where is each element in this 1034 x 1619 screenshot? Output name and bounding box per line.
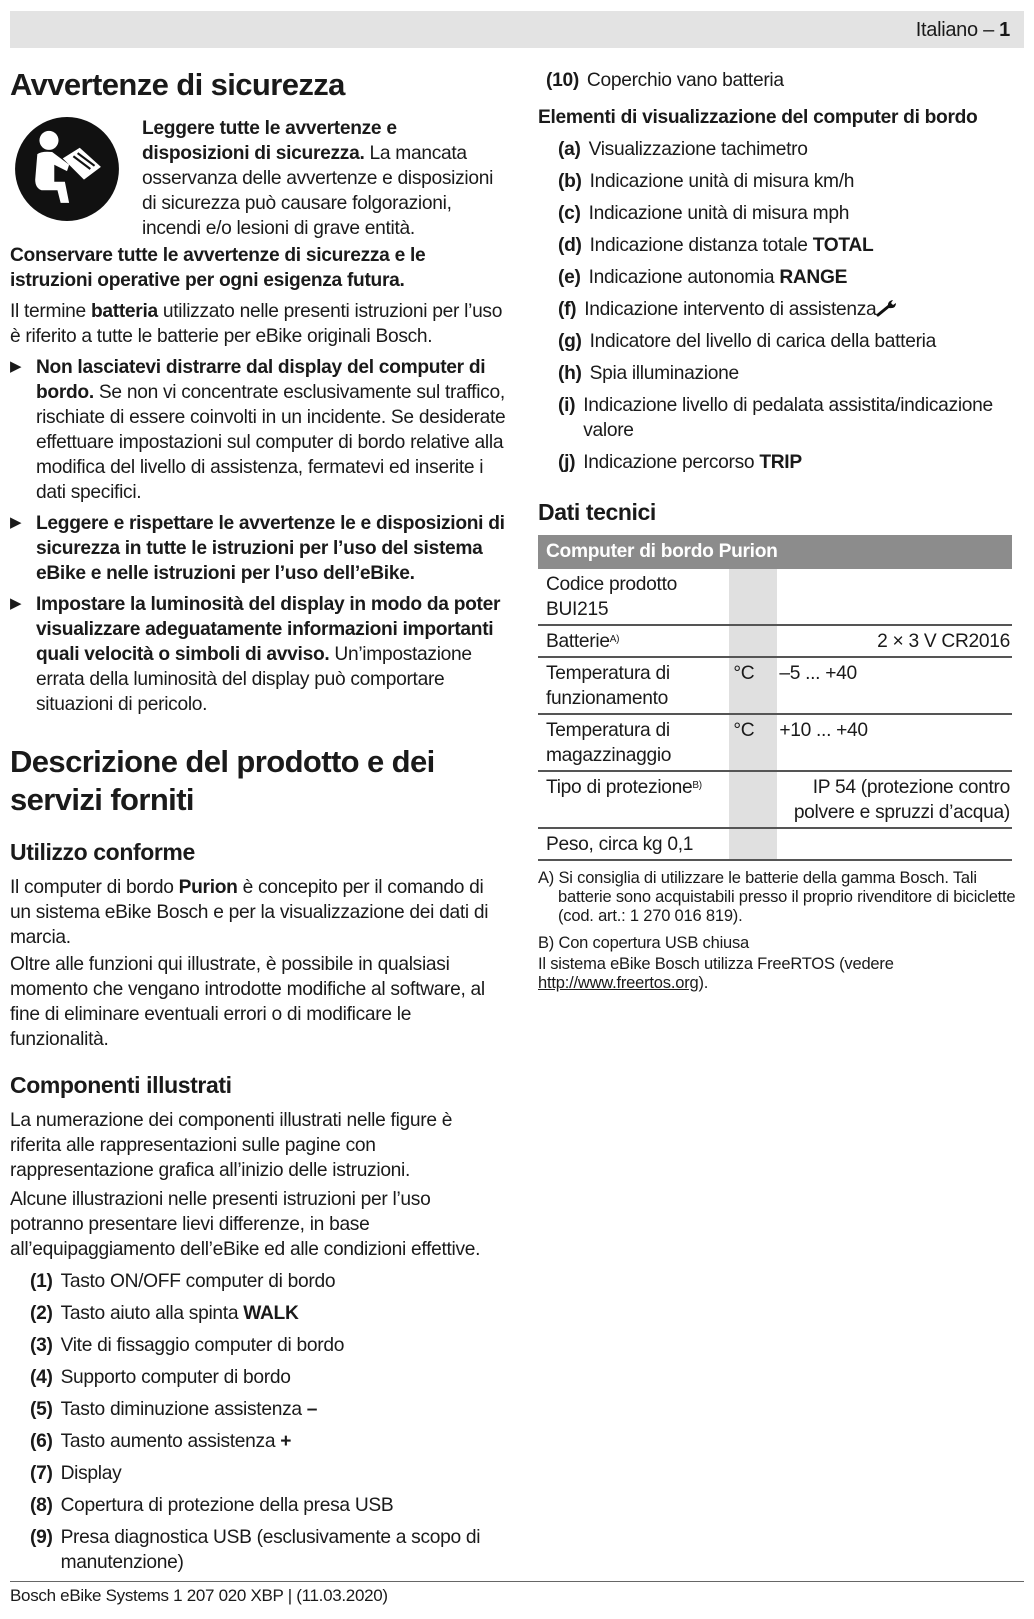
item-text [61,1525,506,1575]
safety-bullet [10,511,506,586]
item-text [61,1493,394,1518]
row-unit [729,771,777,828]
row-unit: kg [642,834,663,855]
read-instructions-detail: La mancata osservanza delle avvertenze e disposizioni di sicurezza può causare folgorazioni, incendi e/o lesioni di grave entità. [142,143,494,239]
row-label: Temperatura di funzionamento [538,657,729,714]
row-label-text: Codice prodotto [546,574,677,595]
page-separator: – [977,19,1000,41]
safety-bullet [10,592,506,717]
page-footer: Bosch eBike Systems 1 207 020 XBP | (11.03.2020) [10,1586,388,1605]
row-inline-value: BUI215 [546,599,609,620]
item-number: (5) [30,1399,53,1420]
read-instructions-text [142,116,506,241]
table-header: Computer di bordo Purion [538,535,1012,569]
freertos-pre: Il sistema eBike Bosch utilizza FreeRTOS (vedere [538,955,894,973]
table-row [538,625,1012,657]
list-item [558,361,1024,386]
intended-use-title: Utilizzo conforme [10,839,195,865]
item-label: Tasto ON/OFF computer di bordo [60,1271,336,1292]
item-label: Indicazione unità di misura km/h [589,171,855,192]
read-instructions-bold: Leggere tutte le avvertenze e disposizioni di sicurezza. [142,118,397,164]
item-text [583,450,802,475]
list-item [30,1301,506,1326]
list-item [558,265,1024,290]
list-item [30,1461,506,1486]
purion-bold: Purion [178,877,238,898]
right-column [538,68,1024,993]
tech-data-title: Dati tecnici [538,499,656,525]
intended-use-paragraph [10,875,506,950]
item-text [61,1397,318,1422]
item-number: (e) [558,267,581,288]
safety-bullet-text [36,511,506,586]
item-text [584,297,898,322]
display-elements-list [558,137,1024,475]
item-label: Supporto computer di bordo [60,1367,291,1388]
item-bold: – [306,1399,318,1420]
row-label: Temperatura di magazzinaggio [538,714,729,771]
safety-bullet [10,355,506,505]
battery-term-pre: Il termine [10,301,91,322]
row-label [538,569,729,625]
item-label: Indicazione autonomia [588,267,780,288]
list-item [558,393,1024,443]
display-elements-title: Elementi di visualizzazione del computer di bordo [538,107,978,128]
row-label [538,771,729,828]
item-text [61,1461,122,1486]
list-item [30,1333,506,1358]
list-item [30,1429,506,1454]
page-header [10,11,1024,48]
language-label: Italiano [915,19,978,41]
item-label: Indicazione intervento di assistenza [584,299,877,320]
battery-term-paragraph [10,299,506,349]
item-number: (g) [558,331,582,352]
bullet-triangle-icon: ▶ [10,358,22,375]
row-value: IP 54 (protezione contro polvere e spruzzi d’acqua) [777,771,1012,828]
item-number: (b) [558,171,582,192]
description-title: Descrizione del prodotto e dei servizi forniti [10,744,435,817]
page-header-text [916,19,1010,42]
item-label: Tasto aumento assistenza [60,1431,281,1452]
intended-use-post: è concepito per il comando di un sistema eBike Bosch e per la visualizzazione dei dati di marcia. [10,877,489,948]
item-bold: + [280,1431,292,1452]
item-text [61,1429,292,1454]
item-label: Tasto diminuzione assistenza [60,1399,307,1420]
item-text [61,1365,291,1390]
item-label: Presa diagnostica USB (esclusivamente a scopo di manutenzione) [60,1527,481,1573]
item-label: Tasto aiuto alla spinta [60,1303,244,1324]
page-number: 1 [999,19,1010,41]
battery-term-post: utilizzato nelle presenti istruzioni per l’uso è riferito a tutte le batterie per eBike originali Bosch. [10,301,503,347]
list-item [30,1365,506,1390]
item-number: (9) [30,1527,53,1548]
item-number: (3) [30,1335,53,1356]
safety-bullet-bold: Leggere e rispettare le avvertenze le e disposizioni di sicurezza in tutte le istruzioni per l’uso del sistema eBike e nelle istruzioni per l’uso dell’eBike. [36,513,505,584]
item-bold: RANGE [779,267,848,288]
item-number: (8) [30,1495,53,1516]
item-label: Indicatore del livello di carica della batteria [589,331,937,352]
row-label-text: Batterie [546,631,610,652]
item-number: (f) [558,299,577,320]
components-title: Componenti illustrati [10,1072,232,1098]
footnote-marker: B) [692,780,702,791]
components-illustration-paragraph: Alcune illustrazioni nelle presenti istruzioni per l’uso potranno presentare lievi differenze, in base all’equipaggiamento dell’eBike ed alle condizioni effettive. [10,1189,481,1260]
row-unit-spacer [729,828,777,860]
item-number: (c) [558,203,581,224]
row-value: 2 × 3 V CR2016 [777,625,1012,657]
safety-bullet-detail: Un’impostazione errata della luminosità del display può comportare situazioni di pericolo. [36,644,472,715]
item-text [590,233,874,258]
row-unit [729,625,777,657]
list-item [558,233,1024,258]
footnote-marker: A) [609,634,620,645]
item-number: (4) [30,1367,53,1388]
list-item [558,169,1024,194]
list-item [30,1397,506,1422]
item-label: Indicazione percorso [583,452,760,473]
list-item [30,1493,506,1518]
row-unit: °C [729,714,777,771]
item-label: Display [60,1463,122,1484]
safety-title: Avvertenze di sicurezza [10,67,345,102]
freertos-link[interactable]: http://www.freertos.org [538,974,699,992]
read-manual-icon [14,116,120,222]
row-label-text: Peso, circa [546,834,638,855]
row-unit: °C [729,657,777,714]
wrench-icon [876,299,898,317]
battery-term-bold: batteria [90,301,158,322]
row-value [777,569,1012,625]
safety-bullet-text [36,355,506,505]
item-text [61,1301,299,1326]
keep-instructions: Conservare tutte le avvertenze di sicurezza e le istruzioni operative per ogni esigenza futura. [10,245,426,291]
item-number: (7) [30,1463,53,1484]
read-instructions-block [10,116,506,241]
row-label [538,828,729,860]
table-row [538,828,1012,860]
table-row [538,771,1012,828]
item-label: Spia illuminazione [589,363,739,384]
item-number: (10) [546,70,579,91]
bullet-triangle-icon: ▶ [10,595,22,612]
freertos-post: ). [698,974,709,992]
table-row [538,569,1012,625]
tech-data-table [538,535,1012,861]
item-label: Coperchio vano batteria [586,70,784,91]
left-column [10,66,506,1575]
item-label: Indicazione distanza totale [589,235,813,256]
safety-bullet-detail: Se non vi concentrate esclusivamente sul traffico, rischiate di essere coinvolti in un incidente. Se desiderate effettuare impostazioni sul computer di bordo relative alla modifica del livello di assistenza, fermatevi ed inserite i dati specifici. [36,382,506,503]
footer-divider [10,1581,1024,1582]
row-value-spacer [777,828,1012,860]
list-item [30,1525,506,1575]
item-label: Visualizzazione tachimetro [588,139,808,160]
item-number: (2) [30,1303,53,1324]
item-label: Indicazione unità di misura mph [588,203,850,224]
list-item [30,1269,506,1294]
list-item [558,450,1024,475]
item-text [589,265,848,290]
row-value: 0,1 [667,834,694,855]
table-row [538,657,1012,714]
safety-bullet-bold: Non lasciatevi distrarre dal display del computer di bordo. [36,357,486,403]
safety-bullet-text [36,592,506,717]
intended-use-pre: Il computer di bordo [10,877,179,898]
list-item [558,137,1024,162]
bullet-triangle-icon: ▶ [10,514,22,531]
item-label: Copertura di protezione della presa USB [60,1495,394,1516]
item-bold: TRIP [759,452,802,473]
software-changes-paragraph: Oltre alle funzioni qui illustrate, è possibile in qualsiasi momento che vengano introdotte modifiche al software, al fine di eliminare eventuali errori o di modificare le funzionalità. [10,954,485,1050]
list-item [558,297,1024,322]
freertos-note [538,955,1024,993]
table-header-row [538,535,1012,569]
components-numbering-paragraph: La numerazione dei componenti illustrati nelle figure è riferita alle rappresentazioni sulle pagine con rappresentazione grafica all’inizio delle istruzioni. [10,1110,453,1181]
item-text [61,1269,336,1294]
item-number: (a) [558,139,581,160]
row-value: –5 ... +40 [777,657,1012,714]
item-number: (6) [30,1431,53,1452]
footnote-a: A) Si consiglia di utilizzare le batterie della gamma Bosch. Tali batterie sono acquistabili presso il proprio rivenditore di biciclette (cod. art.: 1 270 016 819). [538,869,1016,925]
item-label: Indicazione livello di pedalata assistita/indicazione valore [583,395,993,441]
item-number: (1) [30,1271,53,1292]
list-item [546,68,1024,93]
list-item [558,329,1024,354]
item-bold: TOTAL [812,235,874,256]
row-unit [729,569,777,625]
list-item [558,201,1024,226]
item-number: (j) [558,452,576,473]
item-number: (i) [558,395,576,416]
item-number: (d) [558,235,582,256]
components-list [30,1269,506,1575]
safety-bullet-bold: Impostare la luminosità del display in modo da poter visualizzare adeguatamente informazioni importanti quali velocità o simboli di avviso. [36,594,501,665]
item-number: (h) [558,363,582,384]
item-text [61,1333,345,1358]
row-label [538,625,729,657]
row-value: +10 ... +40 [777,714,1012,771]
table-row [538,714,1012,771]
footnote-b: B) Con copertura USB chiusa [538,934,750,952]
row-label-text: Tipo di protezione [546,777,693,798]
item-label: Vite di fissaggio computer di bordo [60,1335,345,1356]
item-bold: WALK [243,1303,299,1324]
